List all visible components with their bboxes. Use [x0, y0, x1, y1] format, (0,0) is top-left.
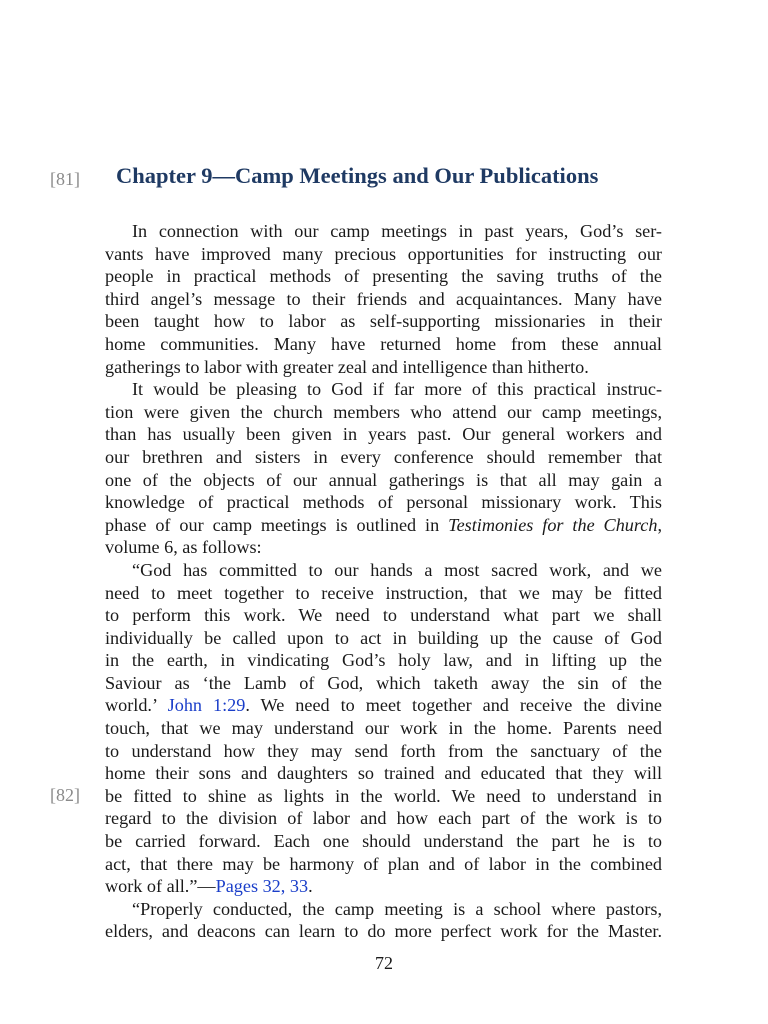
- text-line: home communities. Many have returned home from these annual: [105, 333, 662, 354]
- text-line: [105, 514, 662, 537]
- text-line: tion were given the church members who attend our camp meetings,: [105, 401, 662, 422]
- text-line: elders, and deacons can learn to do more perfect work for the Master.: [105, 921, 662, 942]
- text-line: vants have improved many precious opportunities for instructing our: [105, 243, 662, 264]
- text-line: to understand how they may send forth from the sanctuary of the: [105, 740, 662, 761]
- text-run: ,: [657, 514, 662, 535]
- text-line: gatherings to labor with greater zeal and intelligence than hitherto.: [105, 356, 589, 377]
- page-number: 72: [375, 953, 393, 973]
- page-marker-81: [81]: [50, 169, 80, 189]
- text-line: [105, 875, 662, 898]
- text-line: [105, 694, 662, 717]
- chapter-title: Chapter 9—Camp Meetings and Our Publications: [116, 163, 599, 188]
- text-line: our brethren and sisters in every conference should remember that: [105, 446, 662, 467]
- chapter-body: [105, 220, 662, 943]
- book-title: Testimonies for the Church: [448, 514, 658, 535]
- text-line: than has usually been given in years past. Our general workers and: [105, 424, 662, 445]
- text-run: . We need to meet together and receive the divine: [245, 695, 662, 716]
- text-line: volume 6, as follows:: [105, 537, 262, 558]
- text-line: knowledge of practical methods of personal missionary work. This: [105, 492, 662, 513]
- text-run: phase of our camp meetings is outlined in: [105, 514, 449, 535]
- text-line: In connection with our camp meetings in past years, God’s ser-: [132, 221, 662, 241]
- text-line: It would be pleasing to God if far more of this practical instruc-: [132, 379, 662, 400]
- text-line: in the earth, in vindicating God’s holy law, and in lifting up the: [105, 650, 662, 671]
- text-line: people in practical methods of presenting the saving truths of the: [105, 266, 662, 287]
- text-line: to perform this work. We need to understand what part we shall: [105, 605, 662, 626]
- text-line: third angel’s message to their friends and acquaintances. Many have: [105, 288, 662, 309]
- text-line: individually be called upon to act in building up the cause of God: [105, 627, 662, 648]
- page-marker-82: [82]: [50, 785, 80, 805]
- text-line: be carried forward. Each one should understand the part he is to: [105, 831, 662, 852]
- text-line: be fitted to shine as lights in the world. We need to understand in: [105, 785, 662, 806]
- text-line: “Properly conducted, the camp meeting is a school where pastors,: [132, 898, 662, 919]
- text-run: .: [308, 876, 313, 897]
- text-run: world.’: [105, 695, 168, 716]
- text-line: one of the objects of our annual gatherings is that all may gain a: [105, 469, 662, 490]
- text-line: touch, that we may understand our work in the home. Parents need: [105, 718, 662, 739]
- text-line: regard to the division of labor and how each part of the work is to: [105, 808, 662, 829]
- text-line: home their sons and daughters so trained and educated that they will: [105, 763, 662, 784]
- text-line: need to meet together to receive instruction, that we may be fitted: [105, 582, 662, 603]
- text-line: act, that there may be harmony of plan and of labor in the combined: [105, 853, 662, 874]
- reference-link-pages-32-33[interactable]: Pages 32, 33: [215, 876, 309, 897]
- text-line: Saviour as ‘the Lamb of God, which taketh away the sin of the: [105, 672, 662, 693]
- scripture-link-john-1-29[interactable]: John 1:29: [167, 695, 246, 716]
- text-run: work of all.”—: [105, 876, 216, 897]
- text-line: “God has committed to our hands a most sacred work, and we: [132, 559, 662, 580]
- text-line: been taught how to labor as self-supporting missionaries in their: [105, 311, 662, 332]
